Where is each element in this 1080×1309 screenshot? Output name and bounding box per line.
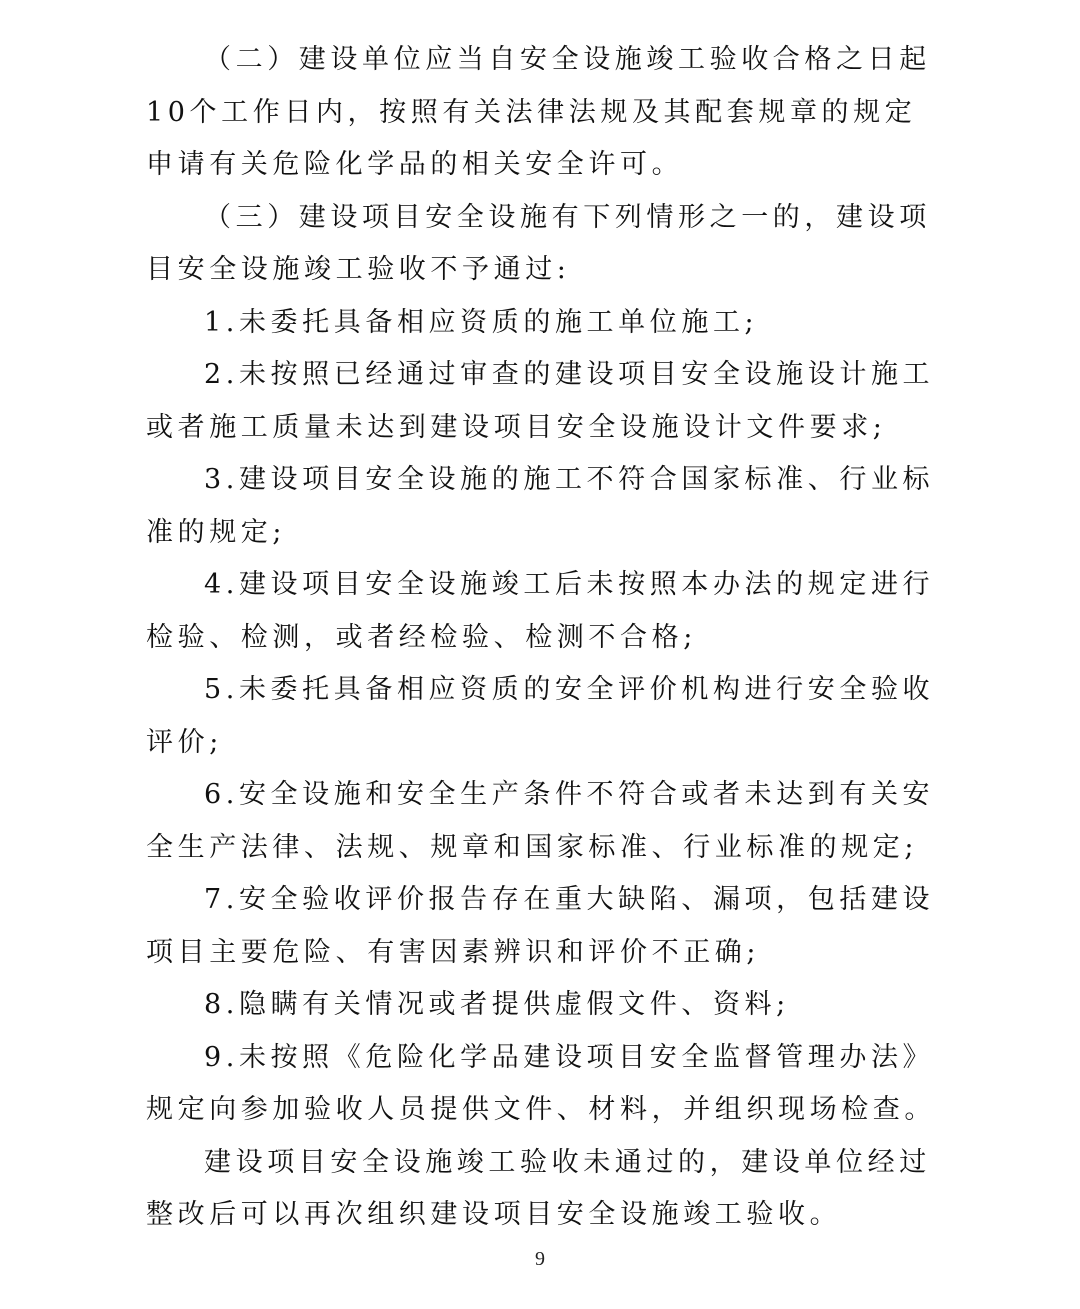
- list-item-4: 4.建设项目安全设施竣工后未按照本办法的规定进行检验、检测，或者经检验、检测不合格;: [146, 569, 935, 653]
- list-item-9: 9.未按照《危险化学品建设项目安全监督管理办法》规定向参加验收人员提供文件、材料，并组织现场检查。: [146, 1041, 936, 1125]
- list-item-8: 8.隐瞒有关情况或者提供虚假文件、资料;: [204, 989, 790, 1020]
- list-item-3: 3.建设项目安全设施的施工不符合国家标准、行业标准的规定;: [146, 464, 935, 548]
- list-item-1: 1.未委托具备相应资质的施工单位施工;: [204, 306, 759, 338]
- list-item-7: 7.安全验收评价报告存在重大缺陷、漏项，包括建设项目主要危险、有害因素辨识和评价不正确;: [146, 884, 935, 968]
- paragraph-rectification: 建设项目安全设施竣工验收未通过的，建设单位经过整改后可以再次组织建设项目安全设施竣工验收。: [146, 1146, 931, 1230]
- paragraph-2-acceptance-permit: （二）建设单位应当自安全设施竣工验收合格之日起10个工作日内，按照有关法律法规及其配套规章的规定申请有关危险化学品的相关安全许可。: [146, 44, 931, 180]
- list-item-2: 2.未按照已经通过审查的建设项目安全设施设计施工或者施工质量未达到建设项目安全设施设计文件要求;: [146, 359, 935, 443]
- list-item-6: 6.安全设施和安全生产条件不符合或者未达到有关安全生产法律、法规、规章和国家标准、行业标准的规定;: [146, 779, 935, 863]
- page-number: 9: [535, 1248, 545, 1270]
- document-body: [146, 34, 946, 1242]
- list-item-5: 5.未委托具备相应资质的安全评价机构进行安全验收评价;: [146, 674, 935, 758]
- paragraph-3-rejection-conditions: （三）建设项目安全设施有下列情形之一的，建设项目安全设施竣工验收不予通过:: [146, 201, 931, 285]
